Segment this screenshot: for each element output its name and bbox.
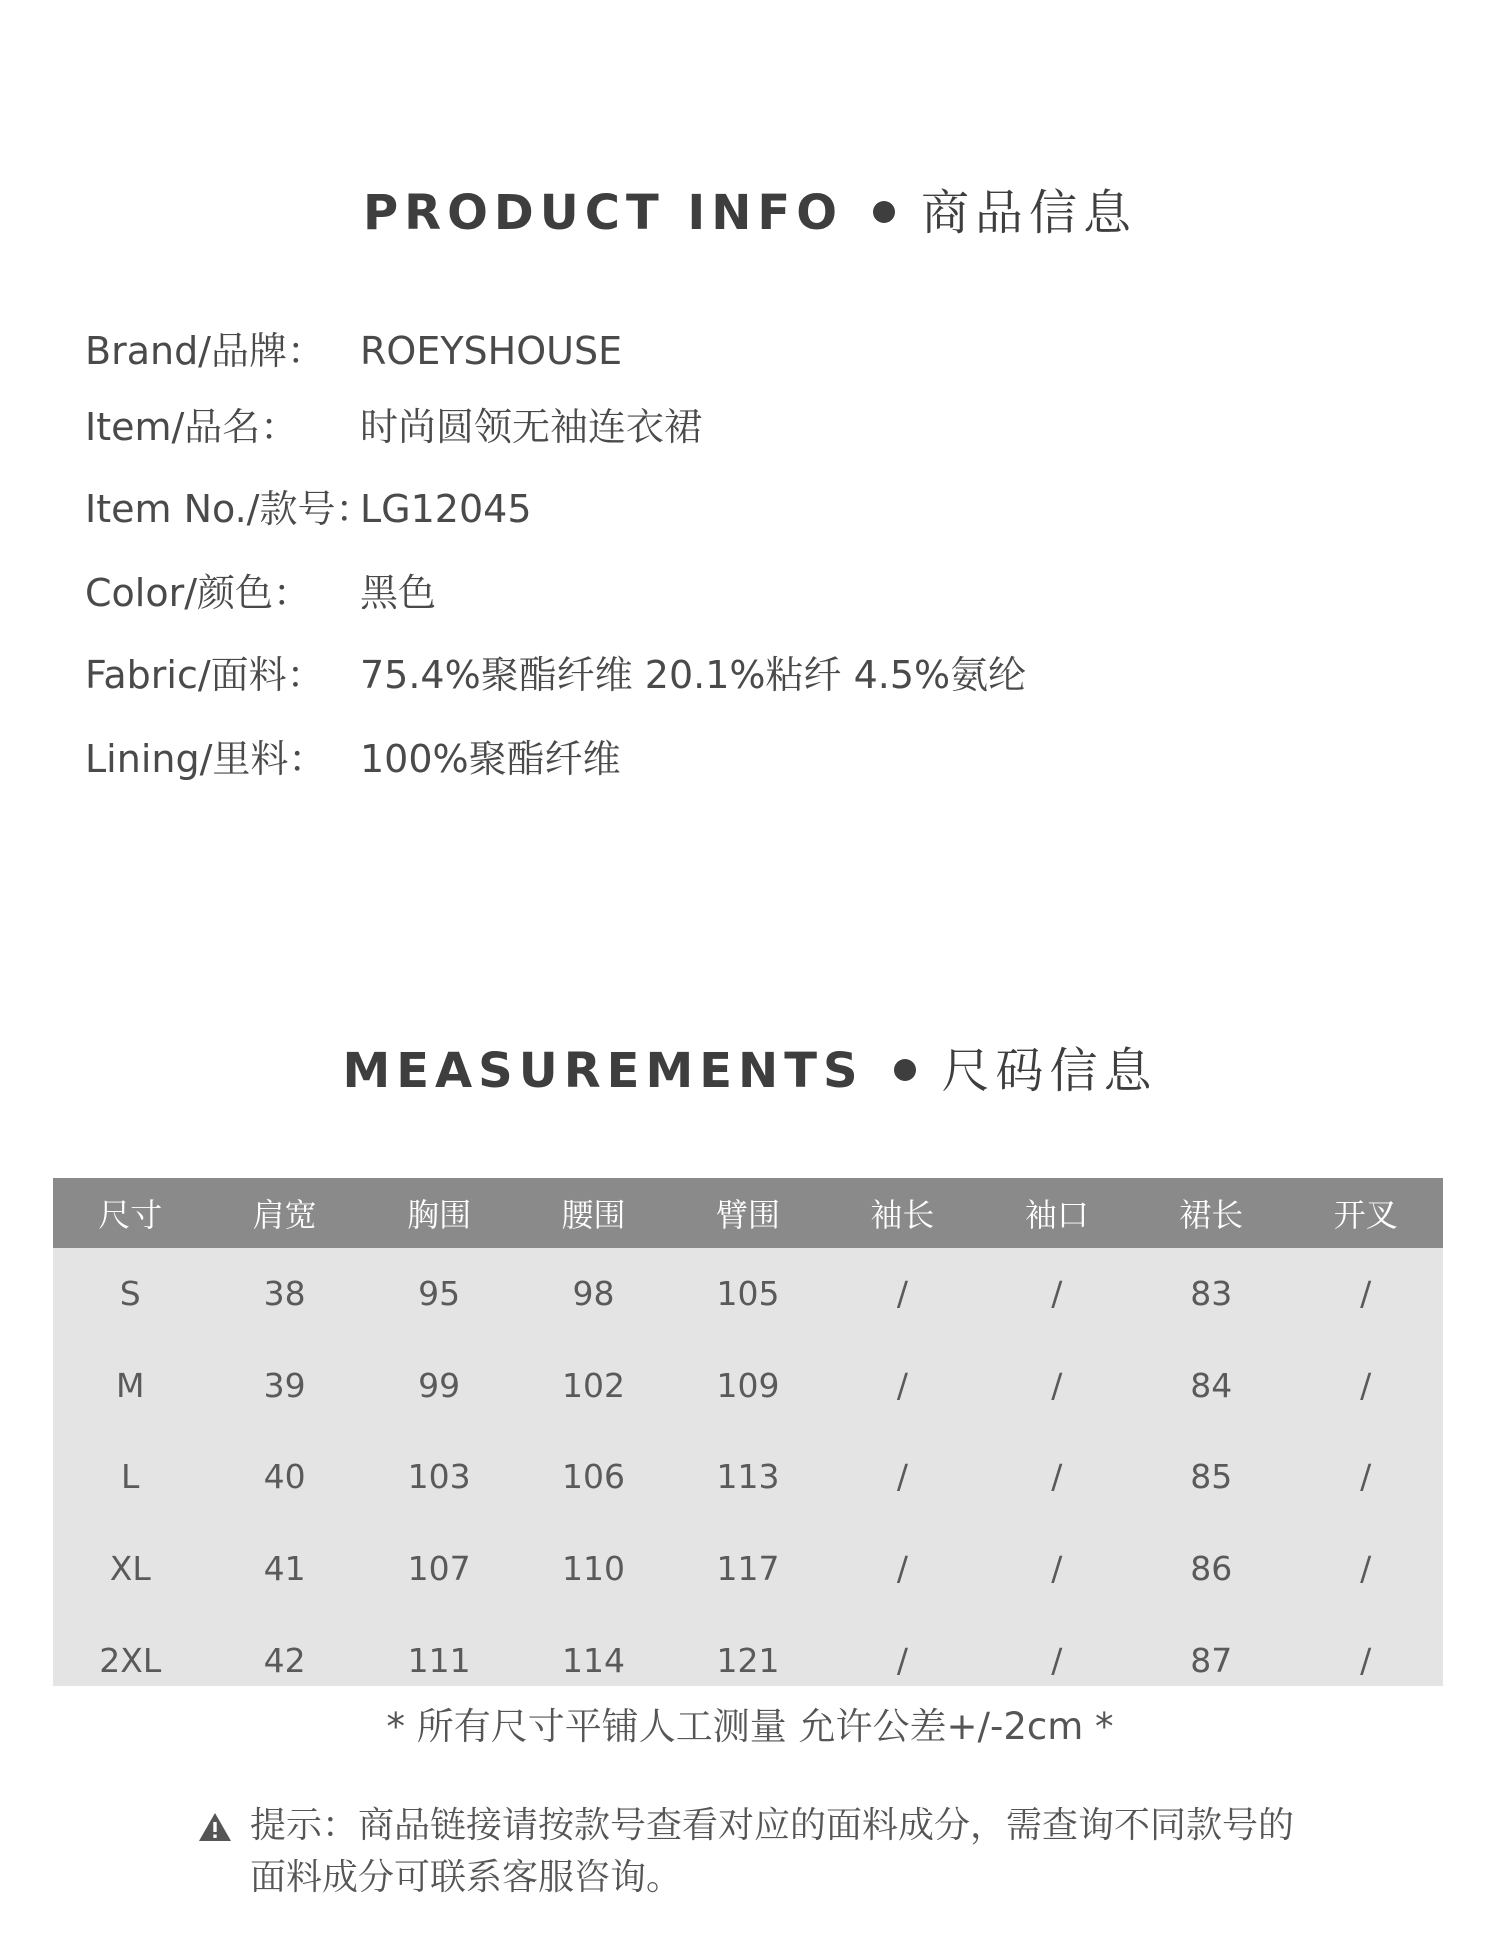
- table-cell: 117: [716, 1549, 780, 1589]
- product-info-heading: [0, 174, 1500, 243]
- table-cell: 114: [562, 1640, 626, 1680]
- info-value: ROEYSHOUSE: [360, 329, 623, 373]
- info-value: 黑色: [360, 571, 437, 615]
- measurements-heading-en: MEASUREMENTS: [342, 1043, 864, 1099]
- column-header: 胸围: [407, 1196, 472, 1234]
- tip-block: [198, 1800, 1328, 1904]
- info-row-fabric: [85, 644, 1026, 699]
- table-cell: /: [896, 1365, 908, 1405]
- tip-line-1: 提示：商品链接请按款号查看对应的面料成分，需查询不同款号的: [250, 1805, 1295, 1846]
- table-cell: 98: [572, 1274, 615, 1314]
- table-cell: 38: [263, 1274, 306, 1314]
- table-cell: 106: [562, 1457, 626, 1497]
- table-cell: 95: [418, 1274, 461, 1314]
- heading-dot: [894, 1059, 916, 1081]
- info-value: 75.4%聚酯纤维 20.1%粘纤 4.5%氨纶: [360, 653, 1027, 697]
- table-cell: 107: [407, 1549, 471, 1589]
- table-cell: 113: [716, 1457, 780, 1497]
- table-cell: /: [1360, 1274, 1372, 1314]
- table-cell: XL: [109, 1549, 151, 1589]
- table-cell: 2XL: [99, 1640, 162, 1680]
- column-header: 尺寸: [98, 1196, 163, 1234]
- table-cell: /: [1360, 1640, 1372, 1680]
- table-row: [53, 1248, 1443, 1340]
- table-cell: 110: [562, 1549, 626, 1589]
- table-row: [53, 1340, 1443, 1432]
- table-cell: 87: [1190, 1640, 1233, 1680]
- info-label: Fabric/面料：: [85, 653, 325, 697]
- table-cell: /: [896, 1640, 908, 1680]
- table-cell: 111: [407, 1640, 471, 1680]
- table-cell: 102: [562, 1365, 626, 1405]
- column-header: 臂围: [715, 1196, 780, 1234]
- product-info-heading-en: PRODUCT INFO: [362, 185, 844, 241]
- column-header: 开叉: [1333, 1196, 1398, 1234]
- table-cell: 84: [1190, 1365, 1233, 1405]
- table-cell: 85: [1190, 1457, 1233, 1497]
- table-row: [53, 1523, 1443, 1615]
- size-table: [53, 1178, 1443, 1686]
- table-cell: 40: [263, 1457, 306, 1497]
- table-cell: L: [121, 1457, 140, 1497]
- table-row: [53, 1614, 1443, 1706]
- table-cell: /: [896, 1549, 908, 1589]
- table-cell: 83: [1190, 1274, 1233, 1314]
- info-value: LG12045: [360, 487, 532, 531]
- heading-dot: [873, 201, 895, 223]
- info-row-brand: [85, 320, 622, 375]
- table-cell: 41: [263, 1549, 306, 1589]
- info-value: 时尚圆领无袖连衣裙: [360, 405, 703, 449]
- info-label: Lining/里料：: [85, 737, 327, 781]
- measurement-note: * 所有尺寸平铺人工测量 允许公差+/-2cm *: [386, 1705, 1114, 1748]
- tip-line-2: 面料成分可联系客服咨询。: [250, 1857, 683, 1898]
- size-table-header: [53, 1178, 1443, 1248]
- table-cell: 42: [263, 1640, 306, 1680]
- table-cell: /: [896, 1274, 908, 1314]
- size-table-body: [53, 1248, 1443, 1706]
- info-label: Color/颜色：: [85, 571, 312, 615]
- table-cell: /: [1051, 1549, 1063, 1589]
- table-cell: /: [1360, 1365, 1372, 1405]
- info-label: Item/品名：: [85, 405, 299, 449]
- table-cell: 39: [263, 1365, 306, 1405]
- info-row-lining: [85, 728, 621, 783]
- info-row-color: [85, 562, 436, 617]
- table-cell: M: [115, 1365, 145, 1405]
- table-cell: 121: [716, 1640, 780, 1680]
- column-header: 袖长: [870, 1196, 935, 1234]
- column-header: 裙长: [1179, 1196, 1244, 1234]
- table-cell: /: [1360, 1549, 1372, 1589]
- info-label: Item No./款号：: [85, 487, 374, 531]
- table-cell: 86: [1190, 1549, 1233, 1589]
- table-cell: 109: [716, 1365, 780, 1405]
- table-cell: /: [1051, 1274, 1063, 1314]
- product-info-heading-zh: 商品信息: [921, 185, 1138, 241]
- measurements-heading-zh: 尺码信息: [941, 1043, 1158, 1099]
- info-value: 100%聚酯纤维: [360, 737, 621, 781]
- warning-icon: [198, 1812, 232, 1842]
- table-cell: S: [119, 1274, 141, 1314]
- table-cell: /: [1360, 1457, 1372, 1497]
- table-cell: /: [1051, 1457, 1063, 1497]
- table-cell: 99: [418, 1365, 461, 1405]
- table-cell: /: [896, 1457, 908, 1497]
- table-cell: 105: [716, 1274, 780, 1314]
- column-header: 肩宽: [252, 1196, 317, 1234]
- table-cell: 103: [407, 1457, 471, 1497]
- info-row-item-no: [85, 478, 532, 533]
- info-label: Brand/品牌：: [85, 329, 325, 373]
- column-header: 袖口: [1024, 1196, 1089, 1234]
- column-header: 腰围: [561, 1196, 626, 1234]
- info-row-item: [85, 396, 702, 451]
- table-cell: /: [1051, 1640, 1063, 1680]
- table-row: [53, 1431, 1443, 1523]
- measurements-heading: [0, 1032, 1500, 1101]
- table-cell: /: [1051, 1365, 1063, 1405]
